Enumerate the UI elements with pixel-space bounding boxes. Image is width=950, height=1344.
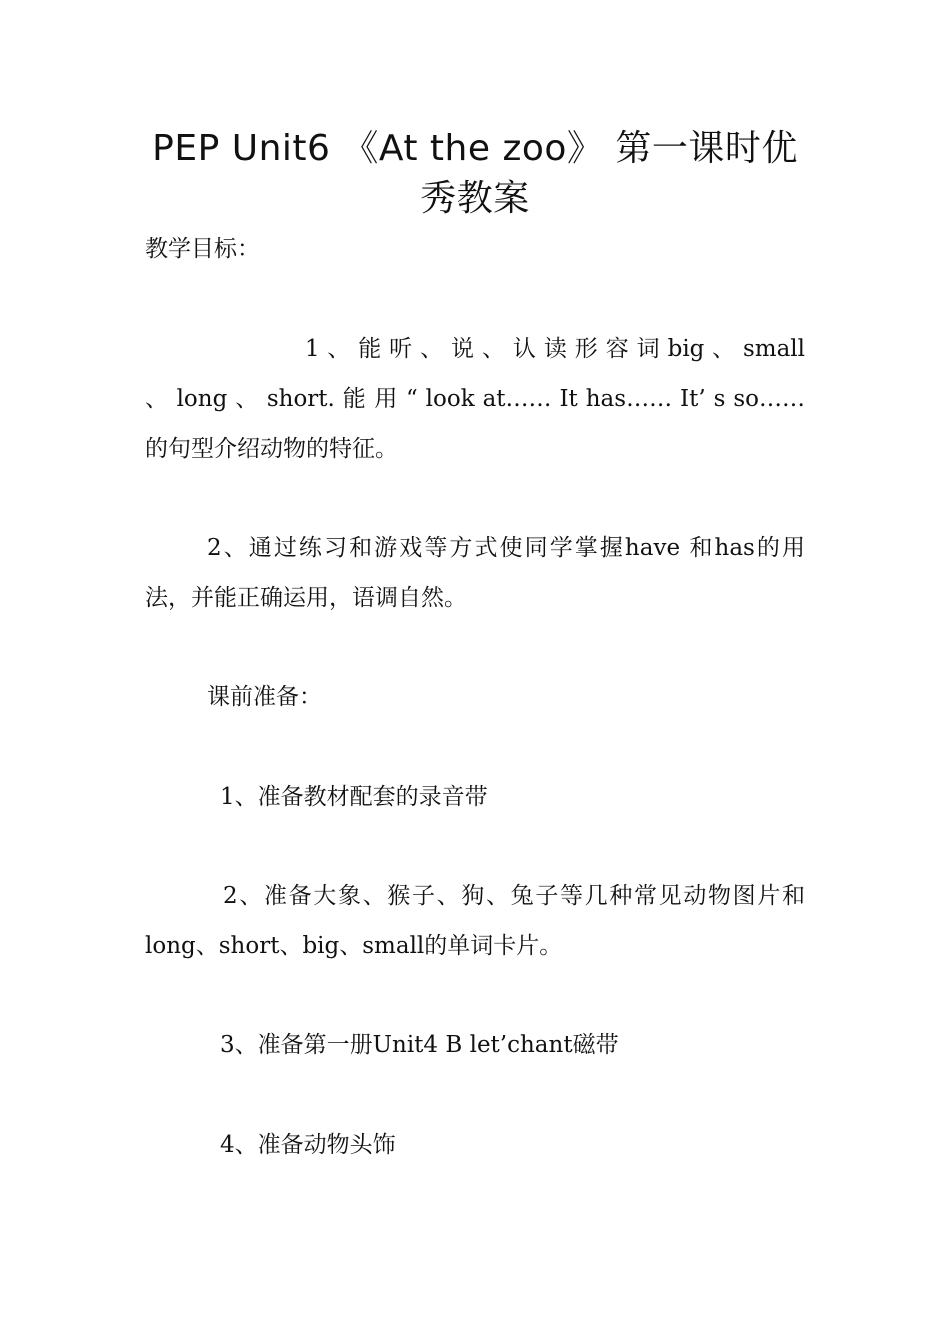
prep-item-2: 2、准备大象、猴子、狗、兔子等几种常见动物图片和long、short、big、small的单词卡片。 <box>145 883 805 959</box>
prep-item-1: 1、准备教材配套的录音带 <box>220 784 488 810</box>
prep-item-3: 3、准备第一册Unit4 B let’chant磁带 <box>220 1032 619 1058</box>
prep-item-4: 4、准备动物头饰 <box>220 1132 396 1158</box>
objective-1: 1 、 能 听 、 说 、 认 读 形 容 词 big 、 small 、 long 、 short. 能 用 “ look at…… It has…… It’ s so……的句型介绍动物的特征。 <box>145 336 805 462</box>
objectives-heading: 教学目标： <box>145 236 260 262</box>
objective-2: 2、通过练习和游戏等方式使同学掌握have 和has的用法，并能正确运用，语调自然。 <box>145 535 805 611</box>
document-title: PEP Unit6 《At the zoo》 第一课时优秀教案 <box>152 128 798 219</box>
prep-heading: 课前准备： <box>207 684 322 710</box>
